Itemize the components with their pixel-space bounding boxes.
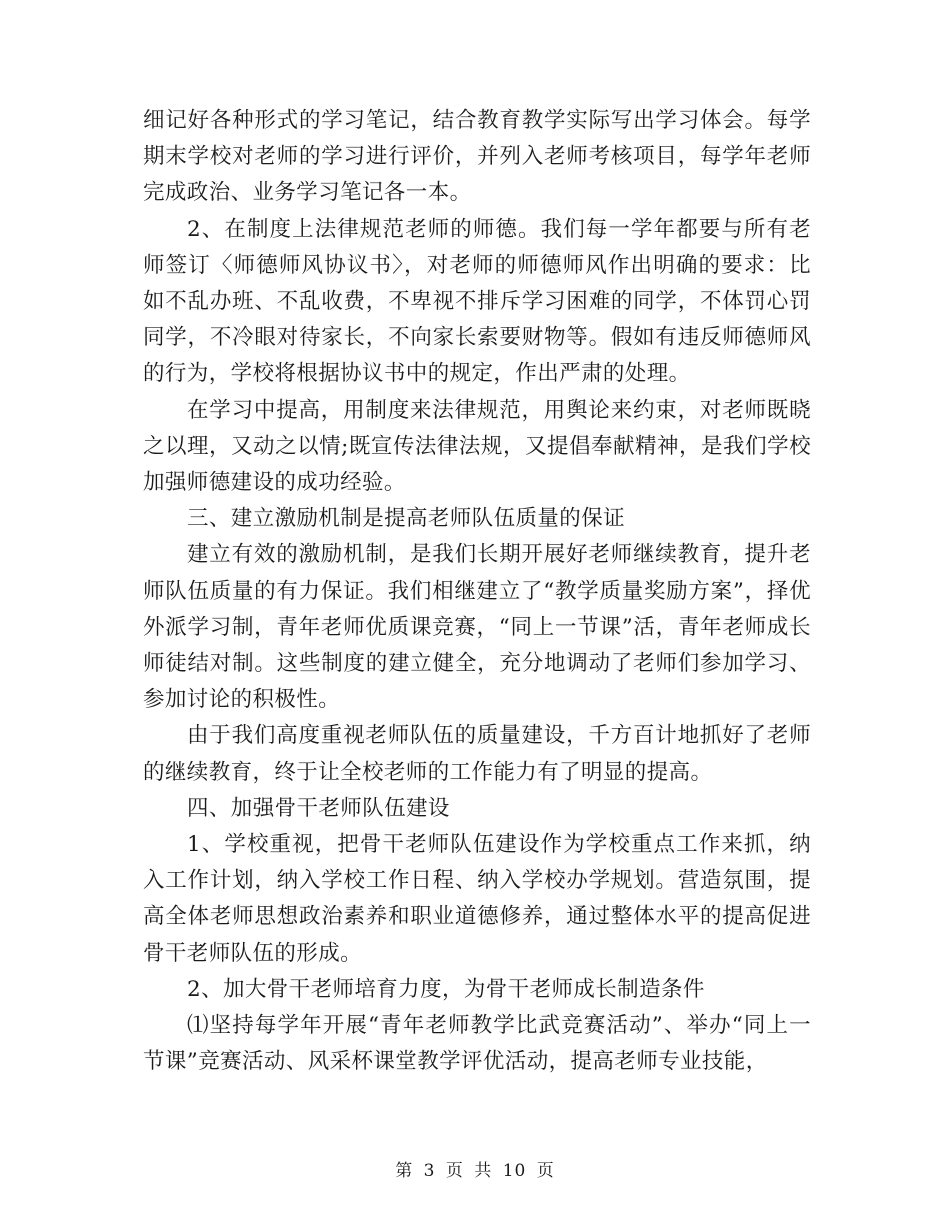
paragraph-10: ⑴坚持每学年开展“青年老师教学比武竞赛活动”、举办“同上一节课”竞赛活动、风采杯课堂教学评优活动，提高老师专业技能， xyxy=(143,1013,811,1075)
paragraph-3: 在学习中提高，用制度来法律规范，用舆论来约束，对老师既晓之以理，又动之以情;既宣传法律法规，又提倡奉献精神，是我们学校加强师德建设的成功经验。 xyxy=(143,397,811,496)
paragraph-8: 1、学校重视，把骨干老师队伍建设作为学校重点工作来抓，纳入工作计划，纳入学校工作日程、纳入学校办学规划。营造氛围，提高全体老师思想政治素养和职业道德修养，通过整体水平的提高促进骨干老师队伍的形成。 xyxy=(143,832,811,966)
paragraph-2: 2、在制度上法律规范老师的师德。我们每一学年都要与所有老师签订〈师德师风协议书〉，对老师的师德师风作出明确的要求：比如不乱办班、不乱收费，不卑视不排斥学习困难的同学，不体罚心罚同学，不冷眼对待家长，不向家长索要财物等。假如有违反师德师风的行为，学校将根据协议书中的规定，作出严肃的处理。 xyxy=(143,216,811,387)
section-heading-4: 四、加强骨干老师队伍建设 xyxy=(187,795,450,821)
document-body xyxy=(143,103,811,1080)
paragraph-9: 2、加大骨干老师培育力度，为骨干老师成长制造条件 xyxy=(187,976,705,1002)
paragraph-6: 由于我们高度重视老师队伍的质量建设，千方百计地抓好了老师的继续教育，终于让全校老师的工作能力有了明显的提高。 xyxy=(143,723,811,785)
page-number-footer: 第 3 页 共 10 页 xyxy=(395,1161,555,1181)
paragraph-1: 细记好各种形式的学习笔记，结合教育教学实际写出学习体会。每学期末学校对老师的学习进行评价，并列入老师考核项目，每学年老师完成政治、业务学习笔记各一本。 xyxy=(143,108,811,206)
section-heading-3: 三、建立激励机制是提高老师队伍质量的保证 xyxy=(187,506,626,532)
paragraph-5: 建立有效的激励机制，是我们长期开展好老师继续教育，提升老师队伍质量的有力保证。我们相继建立了“教学质量奖励方案”，择优外派学习制，青年老师优质课竞赛，“同上一节课”活，青年老师成长师徒结对制。这些制度的建立健全，充分地调动了老师们参加学习、参加讨论的积极性。 xyxy=(143,542,811,713)
